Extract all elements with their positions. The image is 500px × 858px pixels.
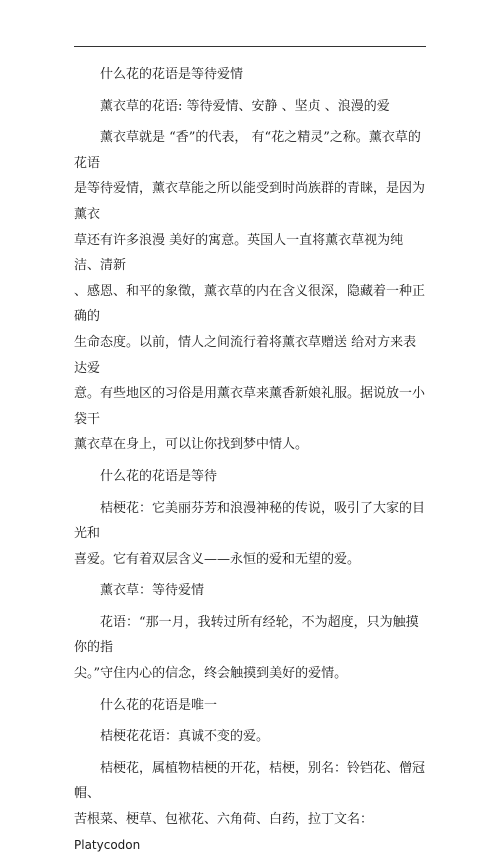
lavender-meaning-line: 薰衣草的花语: 等待爱情、安静 、坚贞 、浪漫的爱: [100, 98, 390, 114]
lavender-waiting-love-line: 薰衣草：等待爱情: [100, 583, 205, 599]
paragraph-line: 花语：“那一月，我转过所有经轮，不为超度，只为触摸你的指: [74, 614, 419, 656]
paragraph-line: 生命态度。以前，情人之间流行着将薰衣草赠送 给对方来表达爱: [74, 334, 417, 376]
balloon-flower-paragraph: [74, 496, 428, 573]
latin-name: Platycodon: [74, 837, 141, 852]
flower-language-paragraph: [74, 610, 428, 687]
document-body: [74, 62, 428, 858]
paragraph-line: 薰衣草就是 “香”的代表， 有“花之精灵”之称。薰衣草的花语: [74, 130, 421, 171]
paragraph-line: 草还有许多浪漫 美好的寓意。英国人一直将薰衣草视为纯洁、清新: [74, 232, 404, 274]
paragraph-line: 、感恩、和平的象徵，薰衣草的内在含义很深，隐藏着一种正确的: [74, 283, 426, 325]
paragraph-line: 尖。”守住内心的信念，终会触摸到美好的爱情。: [74, 666, 348, 682]
paragraph-line: 桔梗花：它美丽芬芳和浪漫神秘的传说，吸引了大家的目光和: [74, 500, 426, 542]
paragraph-line: 是等待爱情，薰衣草能之所以能受到时尚族群的青睐，是因为薰衣: [74, 181, 426, 222]
balloon-flower-meaning-line: 桔梗花花语：真诚不变的爱。: [100, 729, 270, 745]
heading-flower-waiting-love: 什么花的花语是等待爱情: [100, 67, 244, 82]
heading-flower-waiting: 什么花的花语是等待: [100, 468, 218, 484]
header-rule: [74, 46, 426, 47]
paragraph-line: 喜爱。它有着双层含义——永恒的爱和无望的爱。: [74, 551, 361, 567]
paragraph-line-text: 苦根菜、梗草、包袱花、六角荷、白药，拉丁文名：: [74, 812, 374, 828]
lavender-paragraph: [74, 125, 428, 458]
paragraph-line: 桔梗花，属植物桔梗的开花，桔梗，别名：铃铛花、僧冠帽、: [74, 760, 426, 802]
paragraph-line: 薰衣草在身上，可以让你找到梦中情人。: [74, 437, 309, 453]
paragraph-line: 意。有些地区的习俗是用薰衣草来薰香新娘礼服。据说放一小袋干: [74, 386, 426, 427]
balloon-flower-description: [74, 756, 428, 858]
heading-flower-unique: 什么花的花语是唯一: [100, 697, 218, 713]
paragraph-line: [74, 807, 428, 858]
